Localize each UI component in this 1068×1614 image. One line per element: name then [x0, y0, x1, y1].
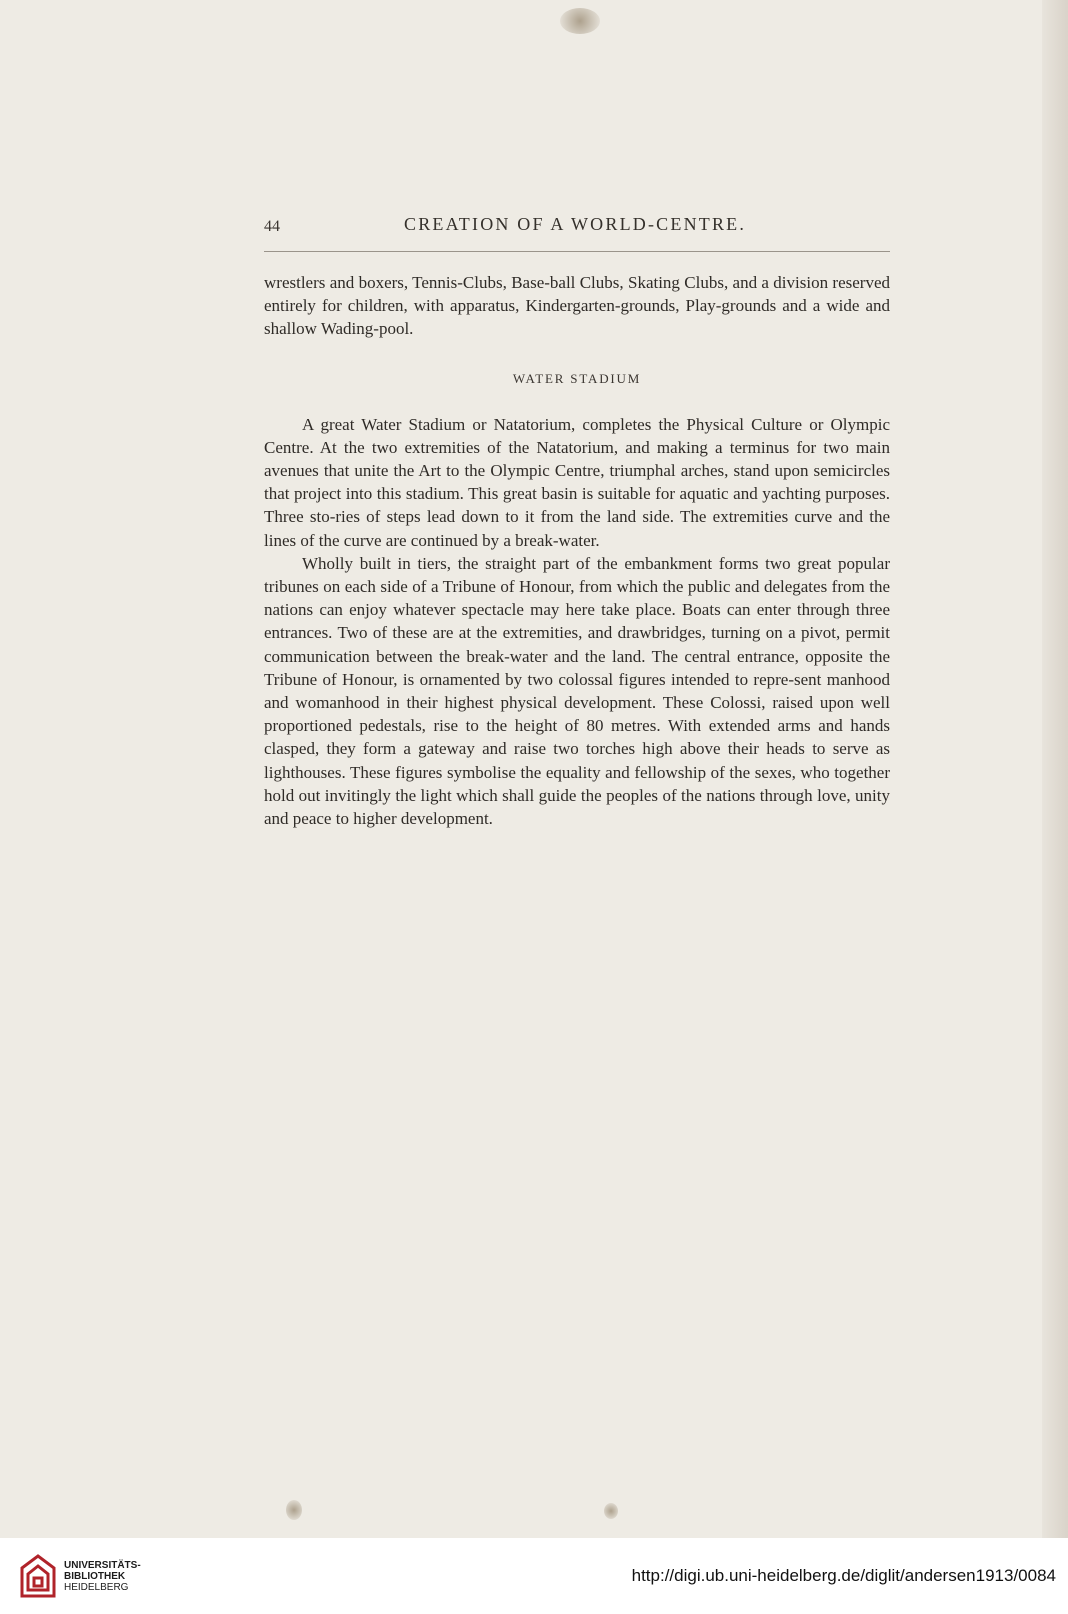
running-title: CREATION OF A WORLD-CENTRE.: [404, 214, 747, 234]
paper-stain: [604, 1503, 618, 1519]
paper-stain: [286, 1500, 302, 1520]
page-number: 44: [264, 218, 280, 235]
paragraph-water-stadium: A great Water Stadium or Natatorium, completes the Physical Culture or Olympic Centre. At the two extremities of the Natatorium, and making a terminus for two main avenues that unite the Art to the Olympic Centre, triumphal arches, stand upon semicircles that project into this stadium. This great basin is suitable for aquatic and yachting purposes. Three sto-ries of steps lead down to it from the land side. The extremities curve and the lines of the curve are continued by a break-water.: [264, 414, 890, 550]
body-text: [264, 271, 890, 830]
page-edge: [1042, 0, 1068, 1538]
source-url-link[interactable]: http://digi.ub.uni-heidelberg.de/diglit/andersen1913/0084: [631, 1566, 1056, 1585]
library-name-line: HEIDELBERG: [64, 1582, 129, 1593]
header-rule: [264, 251, 890, 252]
footer-bar: [0, 1538, 1068, 1614]
running-head: [262, 210, 892, 240]
library-logo-icon[interactable]: [16, 1548, 60, 1604]
section-heading: WATER STADIUM: [512, 370, 642, 386]
library-name-line: UNIVERSITÄTS-: [64, 1560, 141, 1571]
paragraph-continued: wrestlers and boxers, Tennis-Clubs, Base-ball Clubs, Skating Clubs, and a division reserved entirely for children, with apparatus, Kindergarten-grounds, Play-grounds and a wide and shallow Wading-pool.: [264, 273, 890, 339]
paper-stain: [560, 8, 600, 34]
paragraph-tiers: Wholly built in tiers, the straight part of the embankment forms two great popular tribunes on each side of a Tribune of Honour, from which the public and delegates from the nations can enjoy whatever spectacle may here take place. Boats can enter through three entrances. Two of these are at the extremities, and drawbridges, turning on a pivot, permit communication between the break-water and the land. The central entrance, opposite the Tribune of Honour, is ornamented by two colossal figures intended to repre-sent manhood and womanhood in their highest physical development. These Colossi, raised upon well proportioned pedestals, rise to the height of 80 metres. With extended arms and hands clasped, they form a gateway and raise two torches high above their heads to serve as lighthouses. These figures symbolise the equality and fellowship of the sexes, who together hold out invitingly the light which shall guide the peoples of the nations through love, unity and peace to higher development.: [264, 553, 890, 829]
library-name: [64, 1560, 141, 1593]
library-name-line: BIBLIOTHEK: [64, 1571, 126, 1582]
